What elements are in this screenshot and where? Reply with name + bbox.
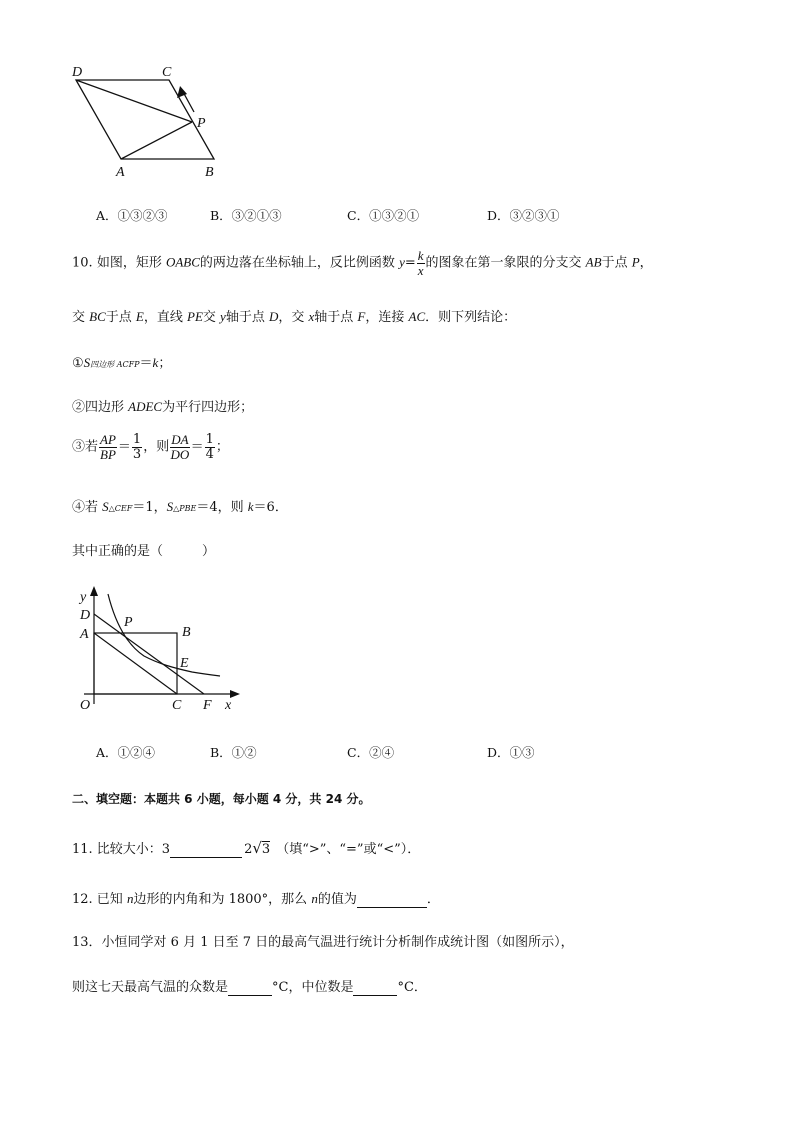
equals: ＝ xyxy=(139,356,153,371)
segment-ap xyxy=(121,122,192,159)
text: ． xyxy=(426,892,440,907)
label-a: A xyxy=(116,165,125,180)
text: ＝4，则 xyxy=(196,500,248,515)
q13-line1: 13．小恒同学对 6 月 1 日至 7 日的最高气温进行统计分析制作成统计图（如图所示）， xyxy=(72,935,574,950)
text: 边形的内角和为 1800°，那么 xyxy=(133,892,312,907)
parallelogram-figure xyxy=(66,58,236,182)
question-number: 10. xyxy=(72,255,93,271)
text: 12. 已知 xyxy=(72,892,127,907)
text: 的图象在第一象限的分支交 xyxy=(425,255,586,271)
text: 交 xyxy=(72,310,90,325)
area-subscript: △PBE xyxy=(173,504,197,513)
fraction-one-quarter: $\frac{1}{4}$ xyxy=(205,432,214,462)
text: ②四边形 xyxy=(72,400,129,415)
text: 轴于点 xyxy=(314,310,358,325)
coordinate-figure xyxy=(74,586,244,714)
answer-blank[interactable] xyxy=(170,842,242,858)
text: （填“>”、“=”或“<”）． xyxy=(276,842,421,857)
text: 轴于点 xyxy=(225,310,269,325)
text: ，连接 xyxy=(365,310,409,325)
text: 则这七天最高气温的众数是 xyxy=(72,980,229,995)
seg-ab: AB xyxy=(585,254,602,270)
q11 xyxy=(72,838,420,858)
text: 的两边落在坐标轴上，反比例函数 xyxy=(199,255,400,271)
text: 11. 比较大小：3 xyxy=(72,842,171,857)
text: 交 xyxy=(202,310,221,325)
radicand: 3 xyxy=(261,842,271,857)
conclusion-1 xyxy=(72,352,171,371)
area-symbol: S xyxy=(166,499,174,514)
text: ； xyxy=(215,439,229,455)
seg-bc: BC xyxy=(89,309,106,324)
text: ＝6． xyxy=(253,500,288,515)
text: ．则下列结论： xyxy=(425,310,517,325)
text: ，则 xyxy=(143,439,170,455)
text: ， xyxy=(639,255,653,271)
label-x: x xyxy=(225,698,232,713)
q13-line2 xyxy=(72,976,427,996)
label-c: C xyxy=(162,65,172,80)
fraction-da-do: $\frac{DA}{DO}$ xyxy=(170,432,190,462)
line-ac xyxy=(94,633,177,694)
text: ③若 xyxy=(72,439,99,455)
label-e: E xyxy=(180,656,189,671)
point-d: D xyxy=(268,309,279,324)
var-k: k xyxy=(247,499,254,514)
text: ，直线 xyxy=(143,310,187,325)
answer-blank[interactable] xyxy=(357,892,427,908)
seg-ac: AC xyxy=(408,309,426,324)
area-symbol: S xyxy=(83,355,91,370)
text: ，交 xyxy=(278,310,309,325)
equals: = xyxy=(404,255,416,271)
var-n: n xyxy=(126,891,134,906)
text: 于点 xyxy=(601,255,632,271)
q12 xyxy=(72,888,440,908)
x-axis-arrow xyxy=(230,690,240,698)
line-pe: PE xyxy=(187,309,203,324)
point-e: E xyxy=(135,309,144,324)
var-k: k xyxy=(152,355,159,370)
q9-option-b[interactable]: B．③②①③ xyxy=(210,208,282,223)
point-f: F xyxy=(357,309,366,324)
text: °C，中位数是 xyxy=(272,980,354,995)
text: ④若 xyxy=(72,500,103,515)
text: 如图，矩形 xyxy=(96,255,166,271)
label-b: B xyxy=(182,625,191,640)
label-a: A xyxy=(80,627,89,642)
fraction-k-over-x: $\frac{k}{x}$ xyxy=(417,248,424,278)
fraction-one-third: $\frac{1}{3}$ xyxy=(132,432,142,462)
text: 为平行四边形； xyxy=(162,400,254,415)
label-b: B xyxy=(205,165,214,180)
quad-name: ADEC xyxy=(128,399,163,414)
q9-option-a[interactable]: A．①③②③ xyxy=(96,208,168,223)
text: 于点 xyxy=(105,310,136,325)
q10-option-d[interactable]: D．①③ xyxy=(487,745,535,760)
point-p: P xyxy=(631,254,640,270)
q10-option-b[interactable]: B．①② xyxy=(210,745,257,760)
area-symbol: S xyxy=(102,499,109,514)
label-p: P xyxy=(197,116,206,131)
marker: ① xyxy=(72,356,84,371)
var-y: y xyxy=(220,309,226,324)
label-d: D xyxy=(72,65,83,80)
label-c: C xyxy=(172,698,182,713)
answer-blank-mode[interactable] xyxy=(228,980,272,996)
text: 的值为 xyxy=(317,892,357,907)
q9-option-c[interactable]: C．①③②① xyxy=(347,208,420,223)
text: ＝1， xyxy=(132,500,167,515)
label-p: P xyxy=(124,615,133,630)
text: °C． xyxy=(397,980,427,995)
conclusion-3 xyxy=(72,433,229,461)
q10-line1 xyxy=(72,249,653,277)
fraction-ap-bp: $\frac{AP}{BP}$ xyxy=(100,432,116,462)
q10-option-c[interactable]: C．②④ xyxy=(347,745,395,760)
label-y: y xyxy=(80,590,87,605)
q10-ask: 其中正确的是（ ） xyxy=(72,544,216,559)
equals: ＝ xyxy=(117,439,131,455)
sqrt-sign: √ xyxy=(252,839,262,857)
answer-blank-median[interactable] xyxy=(353,980,397,996)
segment-dp xyxy=(76,80,192,122)
y-axis-arrow xyxy=(90,586,98,596)
q10-option-a[interactable]: A．①②④ xyxy=(96,745,156,760)
label-f: F xyxy=(203,698,212,713)
coef: 2 xyxy=(244,842,253,857)
equals: ＝ xyxy=(190,439,204,455)
var-x: x xyxy=(308,309,315,324)
q10-line2 xyxy=(72,306,516,325)
var-n: n xyxy=(311,891,318,906)
hyperbola xyxy=(108,594,220,676)
section-heading: 二、填空题：本题共 6 小题，每小题 4 分，共 24 分。 xyxy=(72,792,371,806)
label-d: D xyxy=(80,608,91,623)
label-o: O xyxy=(80,698,91,713)
area-subscript: △CEF xyxy=(108,504,133,513)
conclusion-2 xyxy=(72,396,253,415)
q9-option-d[interactable]: D．③②③① xyxy=(487,208,560,223)
text: ； xyxy=(158,356,172,371)
area-subscript: 四边形 ACFP xyxy=(90,360,140,369)
conclusion-4 xyxy=(72,496,288,515)
var-y: y xyxy=(399,254,405,270)
rect-name: OABC xyxy=(165,254,200,270)
